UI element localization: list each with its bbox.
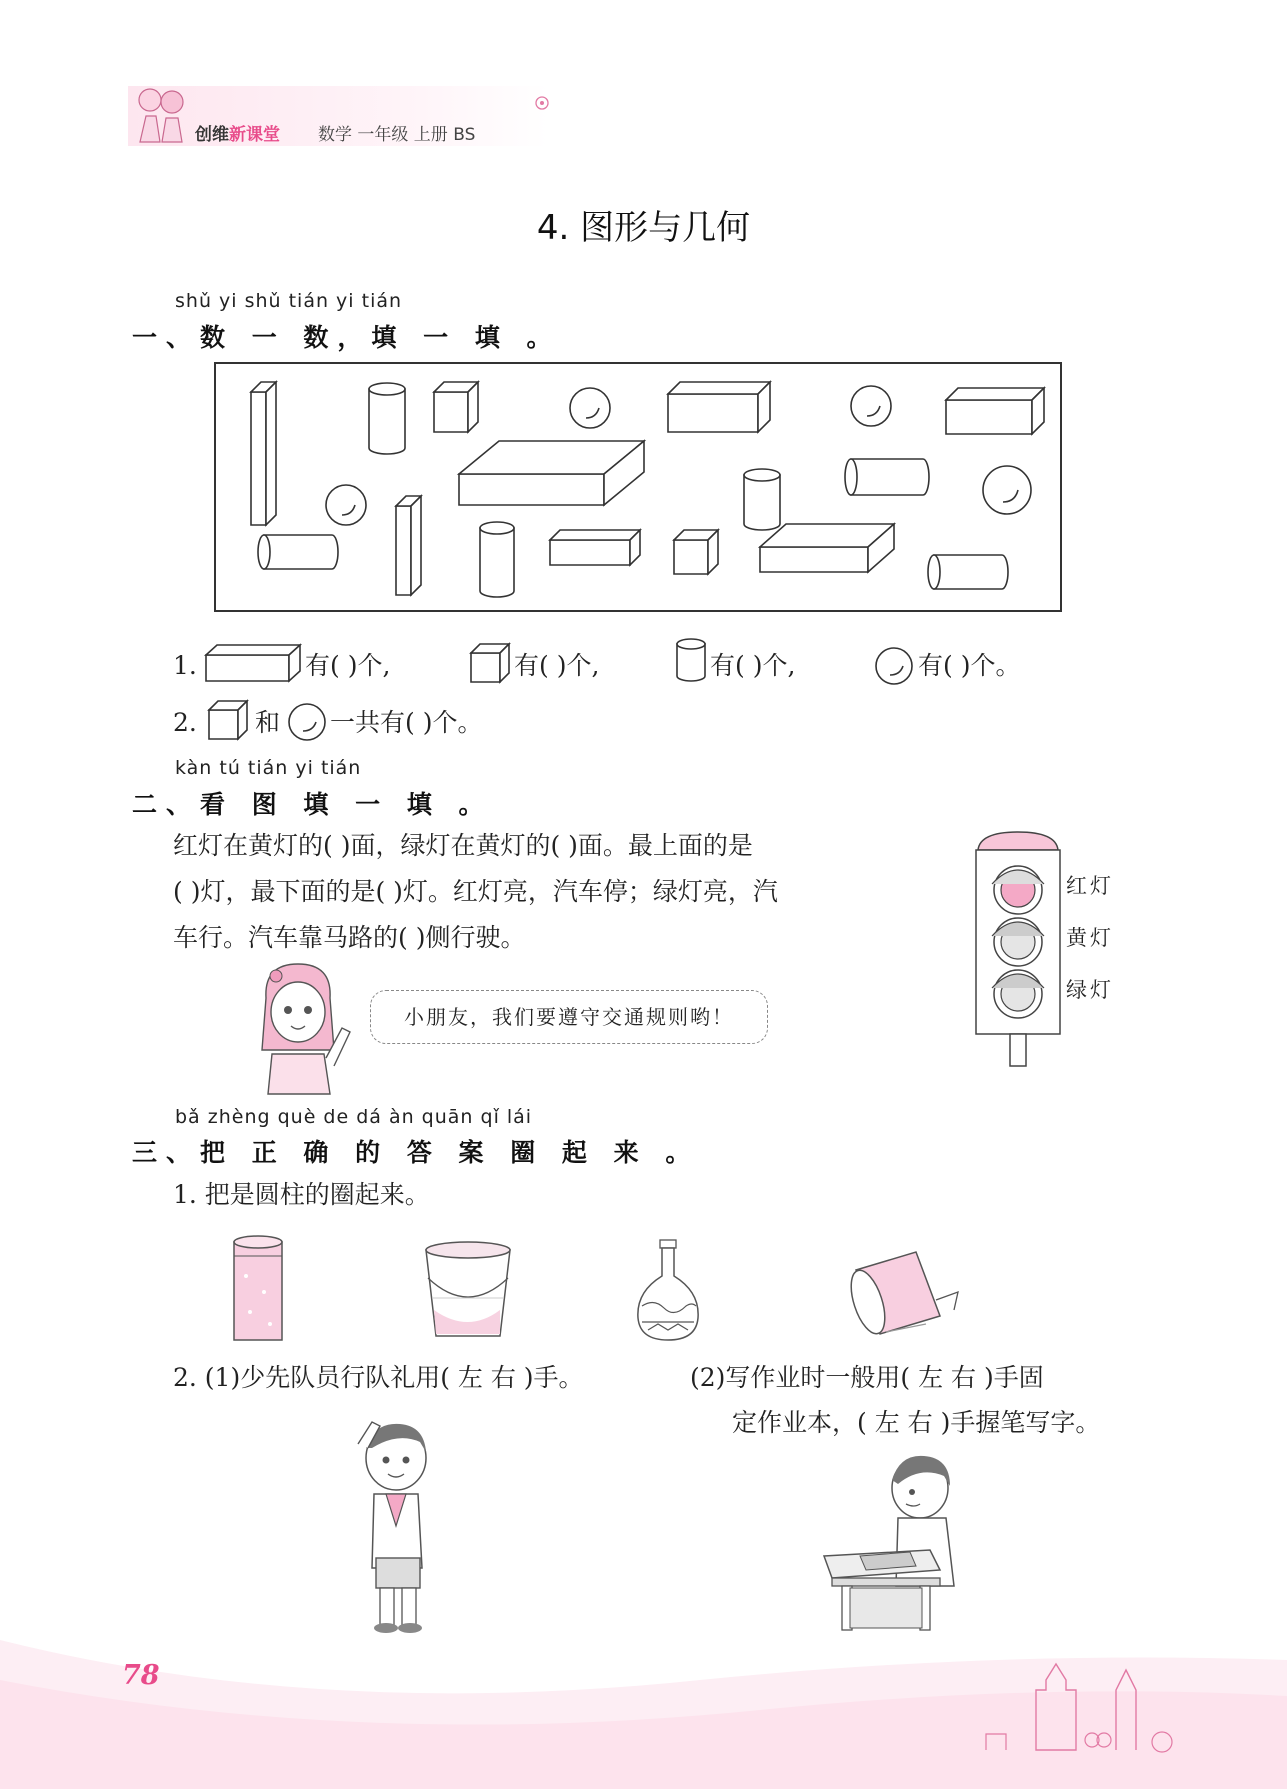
cuboid-icon bbox=[668, 382, 770, 432]
cylinder-icon bbox=[674, 636, 708, 686]
q2-and: 和 bbox=[255, 708, 281, 737]
q1-cube-blank: 有( )个, bbox=[514, 651, 600, 680]
bucket-illustration[interactable] bbox=[420, 1238, 516, 1342]
sphere-icon bbox=[851, 386, 891, 426]
cuboid-icon bbox=[760, 524, 894, 572]
yellow-light-label: 黄灯 bbox=[1066, 926, 1114, 950]
q2-number: 2. bbox=[173, 708, 197, 737]
section2-text bbox=[173, 823, 953, 961]
sphere-icon bbox=[326, 485, 366, 525]
section2-pinyin: kàn tú tián yi tián bbox=[175, 757, 362, 779]
shapes-illustration bbox=[214, 362, 1062, 612]
cylinder-icon bbox=[258, 535, 338, 569]
section2-line: 车行。汽车靠马路的( )侧行驶。 bbox=[173, 923, 526, 952]
cylinder-icon bbox=[928, 555, 1008, 589]
page-title: 4. 图形与几何 bbox=[536, 208, 751, 248]
brand-name: 创维新课堂 bbox=[195, 125, 280, 145]
q1-cylinder-blank: 有( )个, bbox=[710, 651, 796, 680]
cylinder-icon bbox=[369, 383, 405, 454]
cylinder-icon bbox=[480, 522, 514, 597]
girls-logo-icon bbox=[128, 82, 192, 152]
green-light-label: 绿灯 bbox=[1066, 978, 1114, 1002]
section3-q2b-line1: (2)写作业时一般用( 左 右 )手固 bbox=[690, 1363, 1044, 1392]
sphere-icon bbox=[983, 466, 1031, 514]
sphere-icon bbox=[570, 388, 610, 428]
cylinder-icon bbox=[744, 469, 780, 530]
sphere-icon bbox=[286, 701, 328, 743]
section3-title: 三、把 正 确 的 答 案 圈 起 来 。 bbox=[132, 1138, 700, 1167]
section3-pinyin: bǎ zhèng què de dá àn quān qǐ lái bbox=[175, 1106, 533, 1128]
section2-line: ( )灯，最下面的是( )灯。红灯亮，汽车停；绿灯亮，汽 bbox=[173, 877, 778, 906]
cuboid-icon bbox=[251, 382, 276, 525]
q2-blank: 一共有( )个。 bbox=[330, 708, 483, 737]
cuboid-icon bbox=[203, 641, 303, 685]
red-light-label: 红灯 bbox=[1066, 874, 1114, 898]
cube-icon bbox=[206, 698, 250, 742]
q1-sphere-blank: 有( )个。 bbox=[918, 651, 1021, 680]
cylinder-icon bbox=[845, 459, 929, 495]
pink-cup-illustration[interactable] bbox=[230, 1232, 286, 1344]
page-number: 78 bbox=[122, 1660, 160, 1691]
cube-icon bbox=[674, 530, 718, 574]
q1-number: 1. bbox=[173, 651, 197, 680]
section3-q2a: 2. (1)少先队员行队礼用( 左 右 )手。 bbox=[173, 1363, 584, 1392]
cuboid-icon bbox=[550, 530, 640, 565]
q1-cuboid-blank: 有( )个, bbox=[305, 651, 391, 680]
traffic-light-illustration bbox=[970, 828, 1066, 1068]
flower-icon bbox=[530, 92, 554, 114]
cube-icon bbox=[468, 641, 512, 685]
speech-bubble: 小朋友，我们要遵守交通规则哟！ bbox=[370, 990, 768, 1044]
girl-illustration bbox=[246, 958, 356, 1096]
section2-title: 二、看 图 填 一 填 。 bbox=[132, 790, 493, 819]
cuboid-icon bbox=[459, 441, 644, 505]
vase-illustration[interactable] bbox=[630, 1236, 706, 1344]
section3-q2b-line2: 定作业本，( 左 右 )手握笔写字。 bbox=[732, 1408, 1101, 1437]
subject-label: 数学 一年级 上册 BS bbox=[318, 125, 476, 145]
section1-pinyin: shǔ yi shǔ tián yi tián bbox=[175, 290, 403, 312]
section2-line: 红灯在黄灯的( )面，绿灯在黄灯的( )面。最上面的是 bbox=[173, 831, 753, 860]
cuboid-icon bbox=[946, 388, 1044, 434]
section1-title: 一、数 一 数，填 一 填 。 bbox=[132, 323, 561, 352]
cube-icon bbox=[434, 382, 478, 432]
drum-illustration[interactable] bbox=[836, 1240, 962, 1338]
section3-q1: 1. 把是圆柱的圈起来。 bbox=[173, 1180, 430, 1209]
sphere-icon bbox=[873, 645, 915, 687]
castle-icon bbox=[966, 1650, 1186, 1760]
cuboid-icon bbox=[396, 496, 421, 595]
q1-row bbox=[173, 643, 197, 689]
